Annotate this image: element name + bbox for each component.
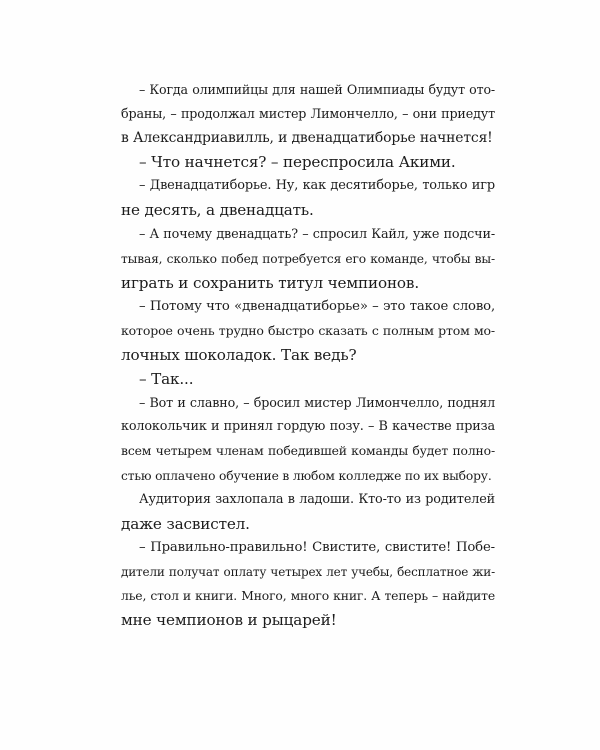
text-line: колокольчик и принял гордую позу. – В качестве приза (121, 419, 495, 435)
text-line: всем четырем членам победившей команды будет полно- (121, 444, 495, 459)
text-line: – А почему двенадцать? – спросил Кайл, уже подсчи- (139, 226, 495, 242)
text-line: – Так... (139, 370, 194, 389)
text-line: которое очень трудно быстро сказать с полным ртом мо- (121, 322, 495, 338)
text-line: дители получат оплату четырех лет учебы, бесплатное жи- (121, 564, 495, 579)
text-line: Аудитория захлопала в ладоши. Кто-то из родителей (139, 491, 495, 507)
text-line: тывая, сколько побед потребуется его команде, чтобы вы- (121, 251, 495, 266)
text-line: мне чемпионов и рыцарей! (121, 611, 337, 630)
body-text (121, 78, 495, 632)
text-line: стью оплачено обучение в любом колледже по их выбору. (121, 468, 492, 483)
text-line: не десять, а двенадцать. (121, 201, 314, 220)
text-line: – Когда олимпийцы для нашей Олимпиады будут ото- (139, 82, 495, 97)
text-line: в Александриавилль, и двенадцатиборье начнется! (121, 130, 493, 147)
text-line: – Что начнется? – переспросила Акими. (139, 153, 456, 172)
text-line: – Двенадцатиборье. Ну, как десятиборье, только игр (139, 178, 495, 194)
text-line: браны, – продолжал мистер Лимончелло, – они приедут (121, 106, 495, 122)
text-line: – Вот и славно, – бросил мистер Лимончелло, поднял (139, 395, 495, 411)
text-line: лочных шоколадок. Так ведь? (121, 346, 357, 365)
text-line: даже засвистел. (121, 514, 250, 533)
text-line: лье, стол и книги. Много, много книг. А теперь – найдите (121, 588, 495, 603)
text-line: – Потому что «двенадцатиборье» – это такое слово, (139, 298, 495, 314)
text-line: – Правильно-правильно! Свистите, свистите! Побе- (139, 539, 495, 555)
text-line: играть и сохранить титул чемпионов. (121, 273, 420, 292)
